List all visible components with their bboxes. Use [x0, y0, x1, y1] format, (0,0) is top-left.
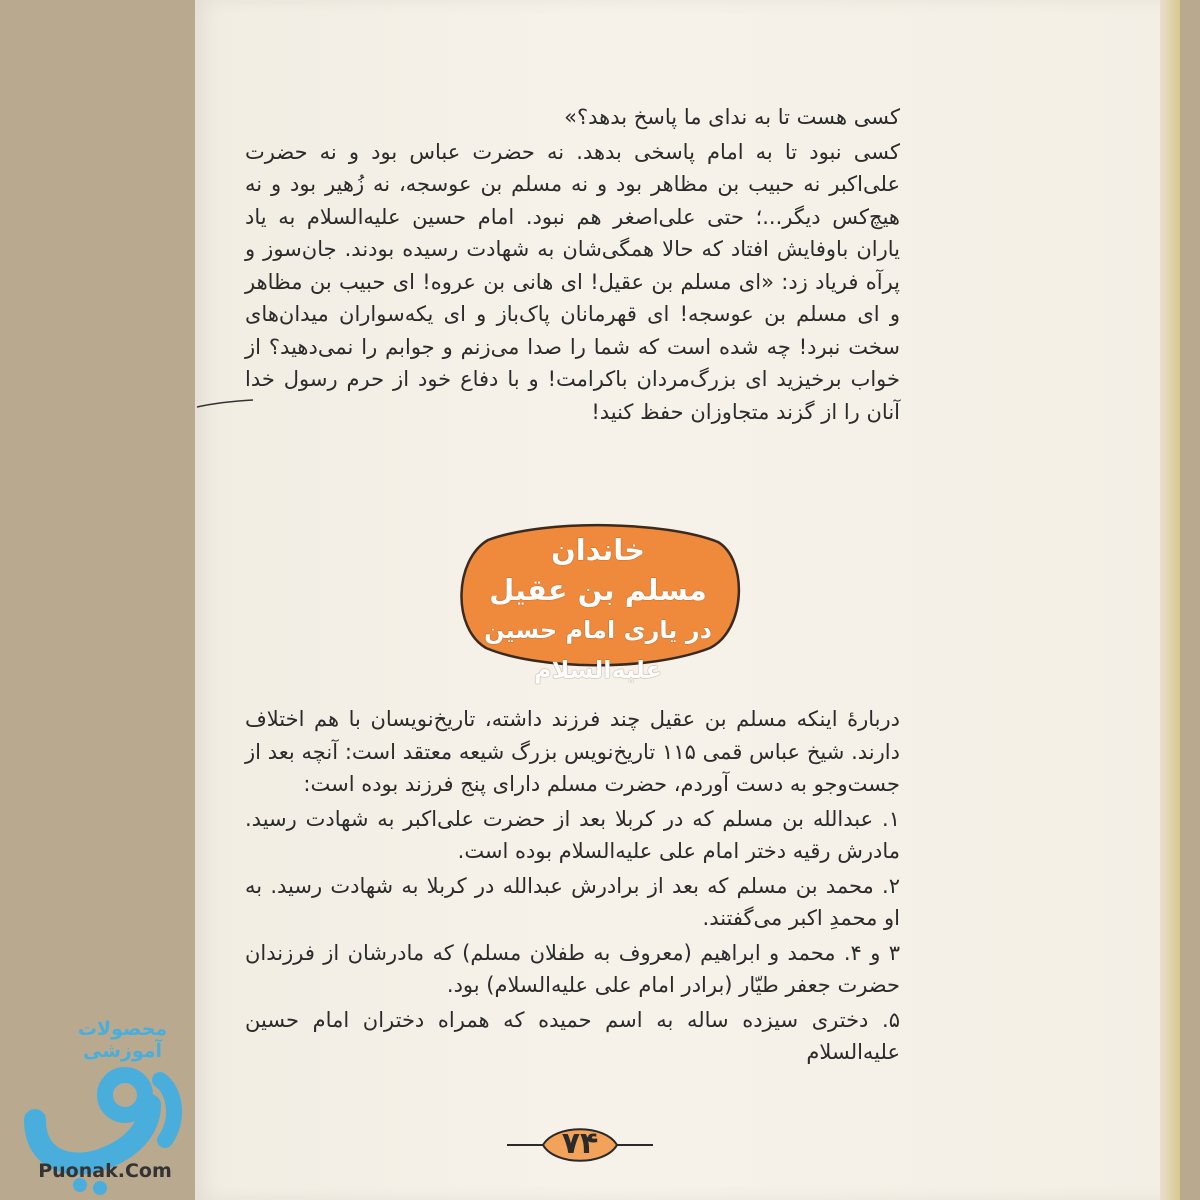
- page-number: ۷۴: [561, 1126, 599, 1161]
- bottom-intro: دربارهٔ اینکه مسلم بن عقیل چند فرزند داشته، تاریخ‌نویسان با هم اختلاف دارند. شیخ عباس قمی ۱۱۵ تاریخ‌نویس بزرگ شیعه معتقد است: آنچه بعد از جست‌وجو به دست آوردم، حضرت مسلم دارای پنج فرزند بوده است:: [245, 707, 900, 796]
- list-item-3: ۳ و ۴. محمد و ابراهیم (معروف به طفلان مسلم) که مادرشان از فرزندان حضرت جعفر طیّار (برادر امام علی علیه‌السلام) بود.: [245, 940, 900, 997]
- top-paragraph-2: کسی نبود تا به امام پاسخی بدهد. نه حضرت عباس بود و نه حضرت علی‌اکبر نه حبیب بن مظاهر بود و نه مسلم بن عوسجه، نه زُهیر بود و نه هیچ‌کس دیگر...؛ حتی علی‌اصغر هم نبود. امام حسین علیه‌السلام به یاد یاران باوفایش افتاد که حالا همگی‌شان به شهادت رسیده بودند. جان‌سوز و پرآه فریاد زد: «ای مسلم بن عقیل! ای هانی بن عروه! ای حبیب بن مظاهر و ای مسلم بن عوسجه! ای قهرمانان پاک‌باز و ای یکه‌سواران میدان‌های سخت نبرد! چه شده است که شما را صدا می‌زنم و جوابم را نمی‌دهید؟ از خواب برخیزید ای بزرگ‌مردان باکرامت! و با دفاع خود از حرم رسول خدا آنان را از گزند متجاوزان حفظ کنید!: [245, 139, 900, 424]
- logo-url: Puonak.Com: [38, 1160, 172, 1182]
- badge-line-3: در یاری امام حسین علیه‌السلام: [484, 616, 712, 684]
- logo-caption: محصولات آموزشی: [77, 1018, 168, 1062]
- top-text-block: [245, 101, 900, 430]
- list-item-2: ۲. محمد بن مسلم که بعد از برادرش عبدالله در کربلا به شهادت رسید. به او محمدِ اکبر می‌گفتند.: [245, 873, 900, 930]
- top-paragraph-1: کسی هست تا به ندای ما پاسخ بدهد؟»: [564, 105, 900, 129]
- list-item-4: ۵. دختری سیزده ساله به اسم حمیده که همراه دختران امام حسین علیه‌السلام: [245, 1007, 900, 1064]
- bottom-text-block: [245, 703, 900, 1071]
- page-edge: [1160, 0, 1180, 1200]
- pen-mark-decoration: [195, 395, 255, 415]
- list-item-1: ۱. عبدالله بن مسلم که در کربلا بعد از حضرت علی‌اکبر به شهادت رسید. مادرش رقیه دختر امام علی علیه‌السلام بوده است.: [245, 806, 900, 863]
- badge-line-2: مسلم بن عقیل: [489, 573, 707, 607]
- page-number-ornament: [505, 1120, 655, 1170]
- section-heading-badge: [448, 520, 748, 684]
- badge-line-1: خاندان: [550, 533, 646, 567]
